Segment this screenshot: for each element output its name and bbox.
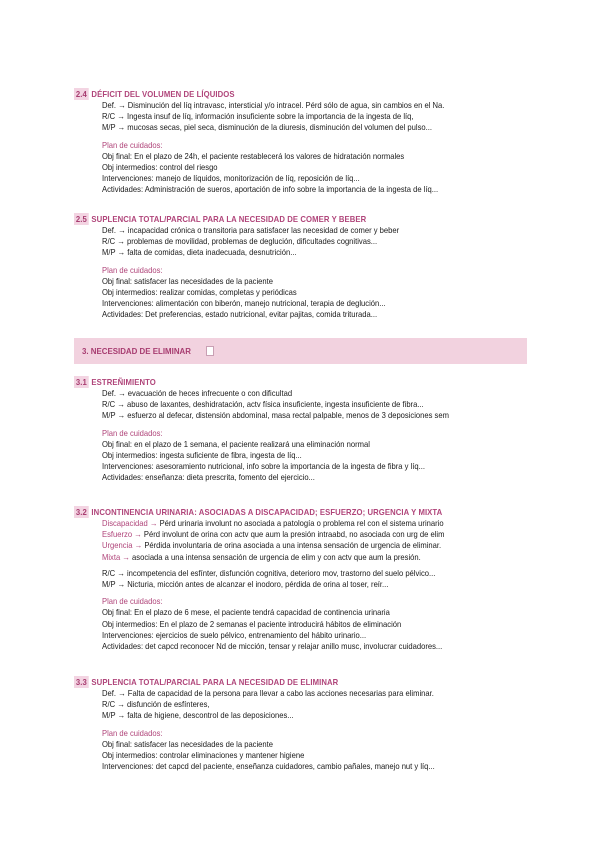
plan-obj-intermedios: Obj intermedios: ingesta suficiente de fibra, ingesta de líq... (102, 451, 302, 461)
section-3-1 (74, 376, 534, 484)
chapter-band (74, 338, 527, 364)
section-number: 3.3 (75, 677, 87, 687)
section-3-2 (74, 506, 534, 652)
section-number: 2.5 (75, 214, 87, 224)
type-discapacidad: Discapacidad → Pérd urinaria involunt no asociada a patología o problema rel con el sistema urinario (102, 519, 444, 528)
section-heading (74, 213, 497, 225)
def-line: Def. → incapacidad crónica o transitoria para satisfacer las necesidad de comer y beber (102, 226, 400, 235)
plan-actividades: Actividades: Administración de sueros, aportación de info sobre la importancia de la ingesta de líq... (102, 185, 439, 195)
type-esfuerzo: Esfuerzo → Pérd involunt de orina con actv que aum la presión intraabd, no asociada con urg de elim (102, 530, 445, 540)
section-2-4 (74, 88, 534, 196)
def-line: Def. → Falta de capacidad de la persona para llevar a cabo las acciones necesarias para eliminar. (102, 689, 434, 698)
section-heading (74, 376, 497, 388)
plan-obj-final: Obj final: En el plazo de 24h, el paciente restablecerá los valores de hidratación normales (102, 151, 405, 161)
type-mixta: Mixta → asociada a una intensa sensación de urgencia de elim y con actv que aum la presión. (102, 552, 421, 562)
section-heading (74, 676, 497, 688)
section-title: SUPLENCIA TOTAL/PARCIAL PARA LA NECESIDAD DE ELIMINAR (91, 677, 339, 687)
mp-line: M/P → Nicturia, micción antes de alcanzar el inodoro, pérdida de orina al toser, reír... (102, 580, 389, 590)
type-urgencia: Urgencia → Pérdida involuntaria de orina asociada a una intensa sensación de urgencia de eliminar. (102, 541, 442, 551)
chapter-title: 3. NECESIDAD DE ELIMINAR (82, 346, 191, 356)
document-icon (206, 346, 214, 356)
def-line: Def. → Disminución del líq intravasc, intersticial y/o intracel. Pérd sólo de agua, sin cambios en el Na. (102, 101, 445, 110)
section-number: 3.1 (75, 377, 87, 387)
def-line: Def. → evacuación de heces infrecuente o con dificultad (102, 389, 293, 398)
plan-intervenciones: Intervenciones: alimentación con biberón, manejo nutricional, terapia de deglución... (102, 299, 386, 309)
plan-obj-intermedios: Obj intermedios: En el plazo de 2 semanas el paciente introducirá hábitos de eliminación (102, 619, 402, 629)
mp-line: M/P → falta de higiene, descontrol de las deposiciones... (102, 711, 294, 721)
rc-line: R/C → Ingesta insuf de líq, información insuficiente sobre la importancia de la ingesta de líq, (102, 112, 414, 122)
plan-obj-final: Obj final: en el plazo de 1 semana, el paciente realizará una eliminación normal (102, 439, 370, 449)
plan-actividades: Actividades: det capcd reconocer Nd de micción, tensar y relajar anillo musc, involucrar cuidadores... (102, 642, 443, 652)
rc-line: R/C → problemas de movilidad, problemas de deglución, dificultades cognitivas... (102, 237, 378, 247)
plan-obj-final: Obj final: satisfacer las necesidades de la paciente (102, 739, 274, 749)
rc-line: R/C → incompetencia del esfínter, disfunción cognitiva, deterioro mov, trastorno del suelo pélvico... (102, 568, 436, 578)
rc-line: R/C → disfunción de esfínteres, (102, 700, 210, 710)
plan-obj-final: Obj final: En el plazo de 6 mese, el paciente tendrá capacidad de continencia urinaria (102, 608, 390, 618)
plan-obj-final: Obj final: satisfacer las necesidades de la paciente (102, 276, 274, 286)
section-heading (74, 88, 497, 100)
mp-line: M/P → falta de comidas, dieta inadecuada, desnutrición... (102, 248, 297, 258)
plan-label: Plan de cuidados: (102, 265, 163, 275)
section-title: SUPLENCIA TOTAL/PARCIAL PARA LA NECESIDAD DE COMER Y BEBER (91, 214, 367, 224)
plan-label: Plan de cuidados: (102, 728, 163, 738)
section-title: DÉFICIT DEL VOLUMEN DE LÍQUIDOS (91, 89, 235, 99)
plan-label: Plan de cuidados: (102, 140, 163, 150)
plan-label: Plan de cuidados: (102, 428, 163, 438)
plan-intervenciones: Intervenciones: det capcd del paciente, enseñanza cuidadores, cambio pañales, manejo nut y líq... (102, 762, 435, 772)
plan-intervenciones: Intervenciones: asesoramiento nutricional, info sobre la importancia de la ingesta de fibra y líq... (102, 462, 425, 472)
section-2-5 (74, 213, 534, 321)
plan-obj-intermedios: Obj intermedios: controlar eliminaciones y mantener higiene (102, 751, 305, 761)
section-number: 2.4 (75, 89, 87, 99)
plan-label: Plan de cuidados: (102, 597, 163, 607)
section-title: INCONTINENCIA URINARIA: ASOCIADAS A DISCAPACIDAD; ESFUERZO; URGENCIA Y MIXTA (91, 507, 443, 517)
plan-actividades: Actividades: enseñanza: dieta prescrita, fomento del ejercicio... (102, 473, 315, 483)
mp-line: M/P → esfuerzo al defecar, distensión abdominal, masa rectal palpable, menos de 3 deposiciones sem (102, 411, 449, 421)
section-heading (74, 506, 497, 518)
plan-intervenciones: Intervenciones: ejercicios de suelo pélvico, entrenamiento del hábito urinario... (102, 630, 367, 640)
section-number: 3.2 (75, 507, 87, 517)
rc-line: R/C → abuso de laxantes, deshidratación, actv física insuficiente, ingesta insuficiente de fibra... (102, 400, 424, 410)
plan-intervenciones: Intervenciones: manejo de líquidos, monitorización de líq, reposición de líq... (102, 174, 360, 184)
plan-obj-intermedios: Obj intermedios: realizar comidas, completas y periódicas (102, 288, 297, 298)
section-title: ESTREÑIMIENTO (91, 377, 156, 387)
plan-obj-intermedios: Obj intermedios: control del riesgo (102, 163, 218, 173)
plan-actividades: Actividades: Det preferencias, estado nutricional, evitar pajitas, comida triturada... (102, 310, 378, 320)
mp-line: M/P → mucosas secas, piel seca, disminución de la diuresis, disminución del volumen del pulso... (102, 123, 432, 133)
section-3-3 (74, 676, 534, 772)
